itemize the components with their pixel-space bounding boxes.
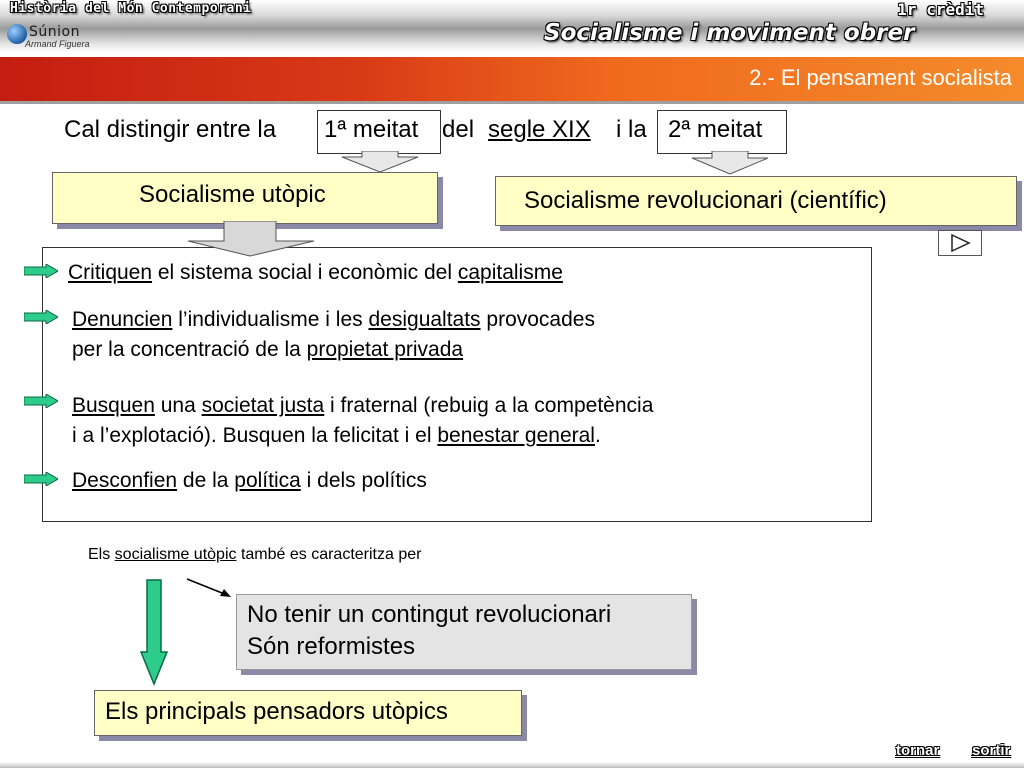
list-text: per la concentració de la xyxy=(72,338,307,361)
note-text xyxy=(88,546,421,564)
list-item xyxy=(72,391,653,451)
revolutionary-socialism-label: Socialisme revolucionari (científic) xyxy=(524,187,887,214)
list-text: i dels polítics xyxy=(300,469,427,492)
list-term: Busquen xyxy=(72,394,155,417)
reformist-line: No tenir un contingut revolucionari xyxy=(247,601,612,628)
green-arrow-icon xyxy=(24,310,58,324)
reformist-box xyxy=(236,594,692,670)
note-term: socialisme utòpic xyxy=(114,546,237,563)
logo-author: Armand Figuera xyxy=(25,39,90,49)
green-down-arrow-icon xyxy=(140,578,168,686)
list-text: . xyxy=(594,424,601,447)
reformist-text xyxy=(247,599,611,663)
play-icon xyxy=(939,231,981,255)
list-item xyxy=(68,258,563,288)
intro-text: Cal distingir entre la xyxy=(64,116,277,143)
note-part: Els xyxy=(88,546,115,563)
pointer-arrow-icon xyxy=(185,576,235,600)
section-band xyxy=(0,57,1024,104)
list-term: capitalisme xyxy=(457,261,563,284)
utopic-socialism-label: Socialisme utòpic xyxy=(139,181,326,208)
back-link[interactable]: tornar xyxy=(896,742,940,759)
revolutionary-socialism-box xyxy=(495,176,1017,226)
reformist-line: Són reformistes xyxy=(247,633,416,660)
credit-label: 1r crèdit xyxy=(897,0,984,19)
course-title: Història del Món Contemporani xyxy=(10,1,252,16)
sunion-logo xyxy=(7,24,107,50)
section-title: 2.- El pensament socialista xyxy=(749,65,1012,90)
list-term: Critiquen xyxy=(68,261,153,284)
logo-name: Súnion xyxy=(29,24,80,40)
globe-icon xyxy=(7,24,27,44)
century-term: segle XIX xyxy=(488,116,591,143)
down-arrow-icon xyxy=(690,151,770,175)
list-item xyxy=(72,305,595,365)
down-arrow-icon xyxy=(186,221,316,257)
down-arrow-icon xyxy=(340,151,420,173)
slide-title: Socialisme i moviment obrer xyxy=(544,20,915,46)
note-part: també es caracteritza per xyxy=(236,546,422,563)
list-text: i a l’explotació). Busquen la felicitat i el xyxy=(72,424,438,447)
utopian-thinkers-box[interactable] xyxy=(94,690,522,736)
list-term: política xyxy=(234,469,301,492)
list-term: Denuncien xyxy=(72,308,173,331)
list-term: benestar general xyxy=(437,424,595,447)
list-text: una xyxy=(154,394,202,417)
list-text: de la xyxy=(177,469,235,492)
first-half-label: 1ª meitat xyxy=(324,116,419,143)
second-half-label: 2ª meitat xyxy=(668,116,763,143)
exit-link[interactable]: sortir xyxy=(972,742,1011,759)
next-button[interactable] xyxy=(938,230,982,256)
list-term: desigualtats xyxy=(368,308,481,331)
list-text: l’individualisme i les xyxy=(172,308,369,331)
utopian-thinkers-label: Els principals pensadors utòpics xyxy=(105,698,448,725)
list-text: provocades xyxy=(480,308,595,331)
list-term: societat justa xyxy=(201,394,325,417)
utopic-socialism-box xyxy=(52,172,438,224)
green-arrow-icon xyxy=(24,264,58,278)
list-term: propietat privada xyxy=(306,338,464,361)
bottom-bar xyxy=(0,762,1024,768)
list-text: i fraternal (rebuig a la competència xyxy=(324,394,654,417)
list-item xyxy=(72,466,427,496)
green-arrow-icon xyxy=(24,394,58,408)
list-text: el sistema social i econòmic del xyxy=(152,261,458,284)
list-term: Desconfien xyxy=(72,469,178,492)
intro-text: i la xyxy=(616,116,647,143)
intro-text: del xyxy=(442,116,475,143)
green-arrow-icon xyxy=(24,472,58,486)
